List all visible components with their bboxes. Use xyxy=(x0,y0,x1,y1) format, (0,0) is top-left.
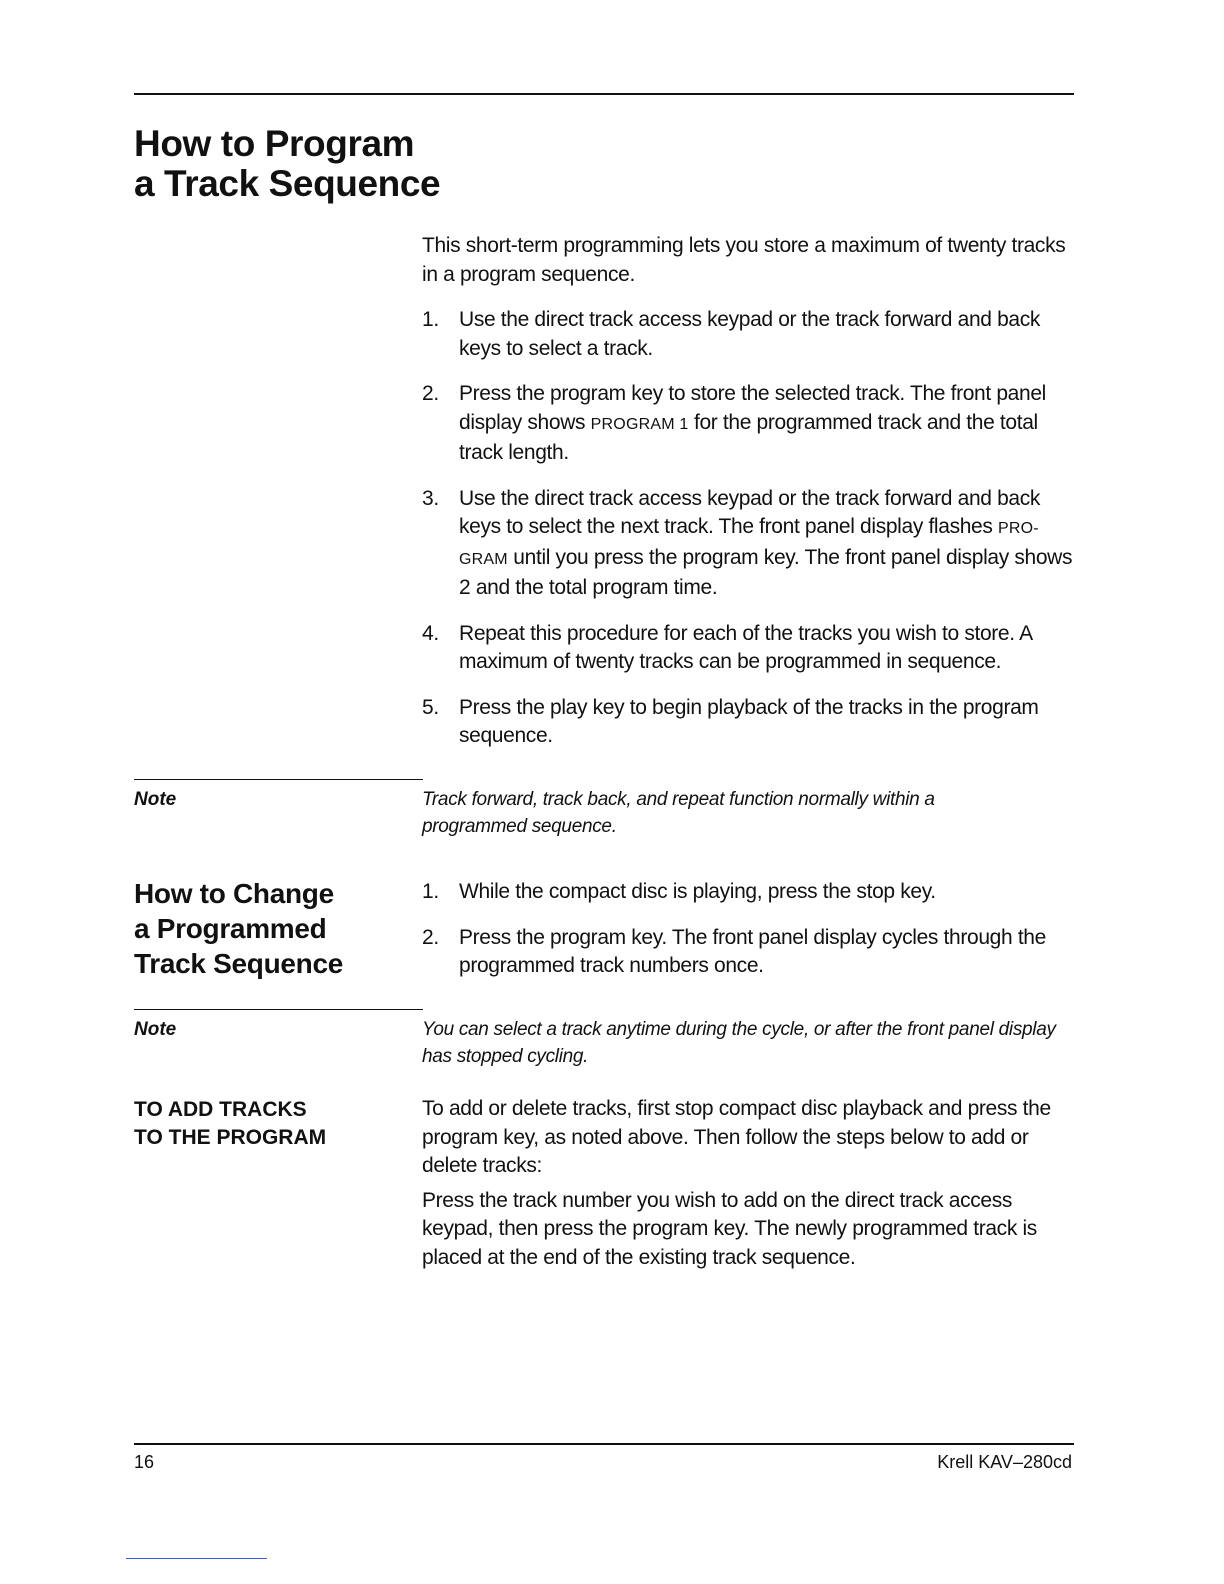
page-title xyxy=(134,124,440,204)
program-steps-list xyxy=(422,306,1082,751)
section-heading-line: How to Change xyxy=(134,878,334,909)
display-readout: PROGRAM 1 xyxy=(590,415,689,433)
step-text: Press the play key to begin playback of the tracks in the program sequence. xyxy=(459,695,1039,747)
footer-rule xyxy=(134,1443,1074,1445)
program-step xyxy=(422,380,1082,468)
step-text: Press the program key to store the selected track. The front panel display shows xyxy=(459,382,1046,434)
note-label: Note xyxy=(134,789,177,810)
step-number: 1. xyxy=(422,880,439,903)
step-text: Use the direct track access keypad or the track forward and back keys to select the next track. The front panel display flashes xyxy=(459,486,1041,538)
program-section xyxy=(422,232,1082,768)
section-heading-line: a Programmed xyxy=(134,913,327,944)
step-number: 3. xyxy=(422,486,439,510)
program-step xyxy=(422,620,1082,677)
step-text: Press the program key. The front panel display cycles through the programmed track numbers once. xyxy=(459,925,1046,977)
program-step xyxy=(422,694,1082,751)
subsection-heading-line: TO THE PROGRAM xyxy=(134,1126,327,1149)
step-number: 1. xyxy=(422,308,439,331)
change-step xyxy=(422,878,1082,907)
scan-mark-line xyxy=(126,1558,267,1559)
add-paragraph: Press the track number you wish to add on the direct track access keypad, then press the program key. The newly programmed track is placed at the end of the existing track sequence. xyxy=(422,1188,1037,1269)
change-section xyxy=(422,878,1082,998)
step-text: While the compact disc is playing, press the stop key. xyxy=(459,880,936,903)
page-number: 16 xyxy=(134,1452,155,1472)
section-heading-line: Track Sequence xyxy=(134,948,344,979)
subsection-heading-add xyxy=(134,1096,326,1152)
change-step xyxy=(422,924,1082,981)
subsection-heading-line: TO ADD TRACKS xyxy=(134,1098,307,1121)
change-steps-list xyxy=(422,878,1082,981)
step-text: for the programmed track and the total track length. xyxy=(459,410,1038,464)
add-section xyxy=(422,1095,1082,1272)
top-rule xyxy=(134,93,1074,95)
intro-paragraph: This short-term programming lets you store a maximum of twenty tracks in a program sequence. xyxy=(422,234,1066,286)
product-name: Krell KAV–280cd xyxy=(937,1452,1072,1472)
step-text: Repeat this procedure for each of the tracks you wish to store. A maximum of twenty tracks can be programmed in sequence. xyxy=(459,621,1032,673)
step-number: 2. xyxy=(422,382,439,405)
page-title-line-2: a Track Sequence xyxy=(134,163,441,204)
program-step xyxy=(422,306,1082,363)
section-heading-change xyxy=(134,876,343,981)
step-text: Use the direct track access keypad or the track forward and back keys to select a track. xyxy=(459,308,1041,360)
display-readout: PRO-GRAM xyxy=(459,520,1039,568)
note-text: You can select a track anytime during the cycle, or after the front panel display has stopped cycling. xyxy=(422,1019,1056,1067)
note-text: Track forward, track back, and repeat function normally within a programmed sequence. xyxy=(422,789,935,837)
step-number: 5. xyxy=(422,695,439,719)
step-number: 4. xyxy=(422,621,439,645)
add-paragraph: To add or delete tracks, first stop compact disc playback and press the program key, as noted above. Then follow the steps below to add or delete tracks: xyxy=(422,1097,1051,1177)
step-text: until you press the program key. The front panel display shows 2 and the total program time. xyxy=(459,545,1073,599)
step-number: 2. xyxy=(422,925,439,949)
note-label: Note xyxy=(134,1019,177,1040)
page-title-line-1: How to Program xyxy=(134,123,415,164)
program-step xyxy=(422,485,1082,603)
note-rule xyxy=(134,1009,423,1010)
note-rule xyxy=(134,779,423,780)
